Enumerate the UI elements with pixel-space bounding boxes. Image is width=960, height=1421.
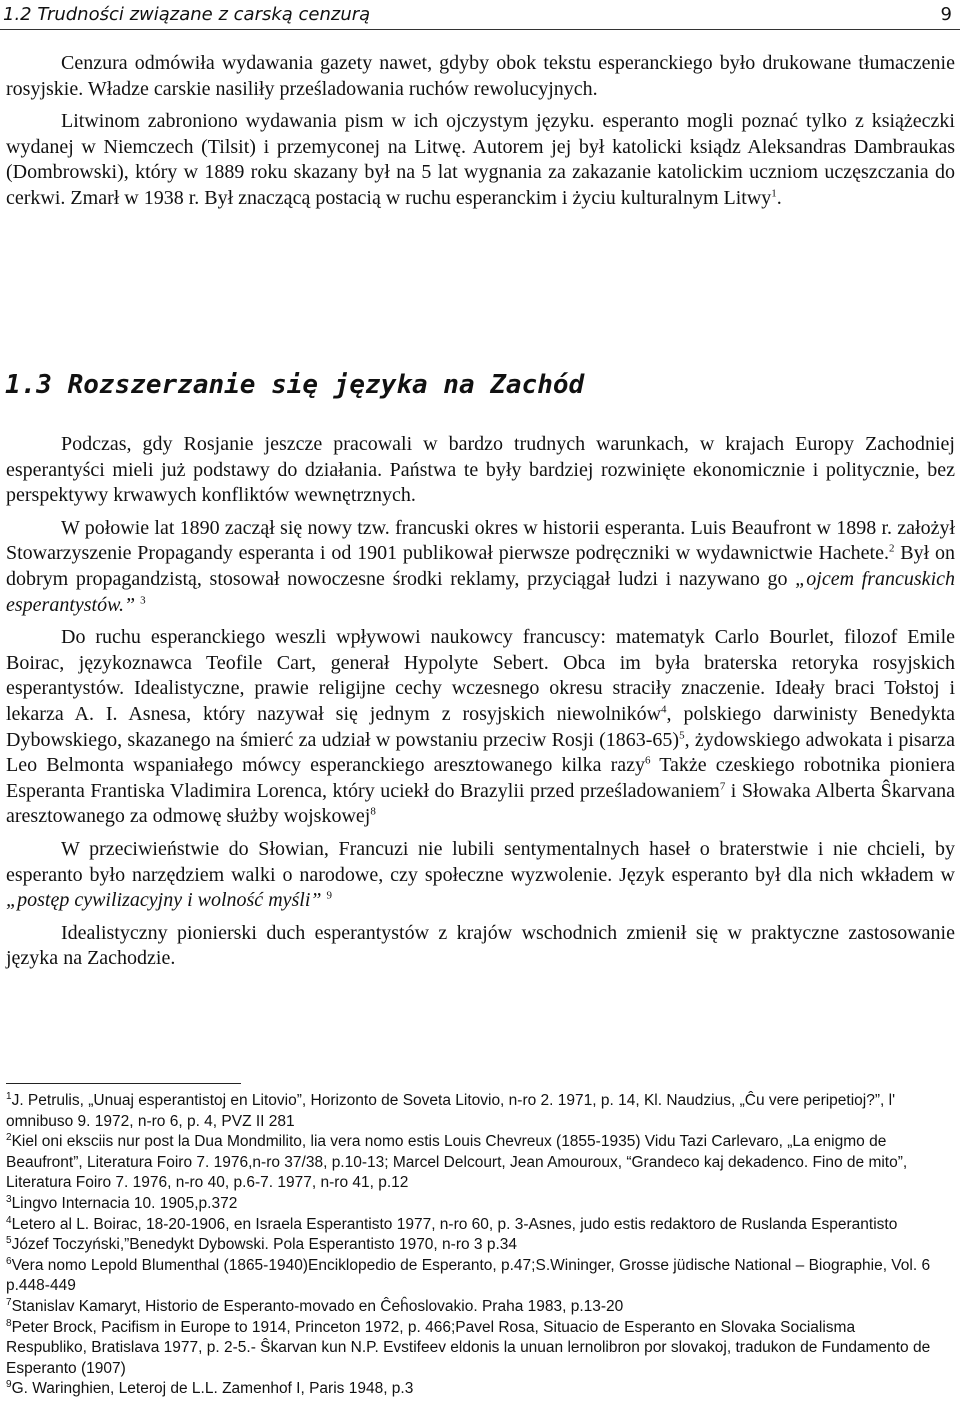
page-number: 9 (940, 4, 952, 25)
footnote (6, 1318, 940, 1380)
footnote-text: Kiel oni eksciis nur post la Dua Mondmilito, lia vera nomo estis Louis Chevreux (1855-1935) Vidu Tazi Carlevaro, „La enigmo de Beaufront”, Literatura Foiro 7. 1976,n-ro 37/38, p.10-13; Marcel Delcourt, Jean Amouroux, “Grandeco kaj dekadenco. Fino de mito”, Literatura Foiro 7. 1976, n-ro 40, p.6-7. 1977, n-ro 41, p.12 (6, 1133, 908, 1192)
footnote-number: 3 (6, 1193, 12, 1205)
footnote-number: 5 (6, 1235, 12, 1246)
footnote-number: 4 (6, 1214, 12, 1226)
paragraph-text: Cenzura odmówiła wydawania gazety nawet, gdyby obok tekstu esperanckiego było drukowane tłumaczenie rosyjskie. Władze carskie nasiliły prześladowania ruchów rewolucyjnych. (6, 52, 955, 100)
footnote-ref[interactable]: 5 (679, 728, 685, 741)
footnote-ref[interactable]: 9 (326, 889, 333, 902)
footnote-ref[interactable]: 4 (661, 703, 667, 716)
paragraph-text: Podczas, gdy Rosjanie jeszcze pracowali w bardzo trudnych warunkach, w krajach Europy Zachodniej esperantyści mieli już podstawy do działania. Państwa te były bardziej rozwinięte ekonomicznie i politycznie, bez perspektywy krwawych konfliktów wewnętrznych. (6, 433, 955, 507)
paragraph-text: i Słowaka Alberta Ŝkarvana aresztowanego za odmowę służby wojskowej (6, 779, 955, 828)
paragraph-text: Także czeskiego robotnika pioniera Esperanta Frantiska Vladimira Lorenca, który uciekł do Brazylii przed prześladowaniem (6, 754, 955, 802)
paragraph (6, 432, 955, 509)
paragraph-text: , polskiego darwinisty Benedykta Dybowskiego, skazanego na śmierć za udział w powstaniu przeciw Rosji (1863-65) (6, 702, 956, 751)
footnote-ref[interactable]: 8 (370, 805, 376, 818)
italic-quote: „ojcem francuskich esperantystów.” (6, 567, 955, 616)
paragraph-text: Litwinom zabroniono wydawania pism w ich ojczystym języku. esperanto mogli poznać tylko z książeczki wydanej w Niemczech (Tilsit) i przemyconej na Litwę. Autorem jej był katolicki ksiądz Aleksandras Dambraukas (Dombrowski), który w 1889 roku skazany był na 5 lat wygnania za zakazanie katolickim uczniom uczęszczania do cerkwi. Zmarł w 1938 r. Był znaczącą postacią w ruchu esperanckim i życiu kulturalnym Litwy (6, 110, 955, 209)
footnote (6, 1235, 940, 1256)
section-heading: 1.3 Rozszerzanie się języka na Zachód (5, 370, 585, 400)
footnote-text: Stanislav Kamaryt, Historio de Esperanto-movado en Ĉeĥoslovakio. Praha 1983, p.13-20 (11, 1297, 624, 1315)
footnote (6, 1091, 940, 1132)
paragraph-text: W połowie lat 1890 zaczął się nowy tzw. francuski okres w historii esperanta. Luis Beaufront w 1898 r. założył Stowarzyszenie Propagandy esperanta i od 1901 publikował pierwsze podręczniki w wydawnictwie Hachete. (6, 516, 955, 565)
header-rule (0, 29, 960, 30)
footnote-ref[interactable]: 3 (140, 593, 146, 606)
footnote (6, 1256, 940, 1297)
paragraph-text: . (776, 186, 782, 209)
footnote-number: 2 (6, 1132, 12, 1144)
footnote-number: 6 (6, 1255, 12, 1267)
footnote (6, 1215, 940, 1236)
footnote-text: Letero al L. Boirac, 18-20-1906, en Israela Esperantisto 1977, n-ro 60, p. 3-Asnes, judo estis redaktoro de Ruslanda Esperantisto (11, 1215, 898, 1233)
footnote-ref[interactable]: 7 (719, 780, 726, 793)
paragraph-text: Był on dobrym propagandzistą, stosował nowoczesne środki reklamy, przyciągał ludzi i nazywano go (6, 542, 955, 590)
paragraph (6, 51, 955, 102)
footnote-text: Vera nomo Lepold Blumenthal (1865-1940)Enciklopedio de Esperanto, p.47;S.Wininger, Grosse jüdische National – Biographie, Vol. 6 p.448-449 (6, 1256, 931, 1295)
footnote-number: 1 (6, 1090, 12, 1102)
paragraph (6, 921, 955, 972)
chapter-title: 1.2 Trudności związane z carską cenzurą (3, 4, 371, 25)
footnote (6, 1132, 940, 1194)
footnote (6, 1194, 940, 1215)
paragraph-text: Do ruchu esperanckiego weszli wpływowi naukowcy francuscy: matematyk Carlo Bourlet, filozof Emile Boirac, językoznawca Teofile Cart, generał Hypolyte Sebert. Obca im była braterska retoryka rosyjskich esperantystów. Idealistyczne, prawie religijne cechy wczesnego okresu straciły znaczenie. Ideały braci Tołstoj i lekarza A. I. Asnesa, który nazywał się jednym z rosyjskich niewolników (6, 626, 955, 725)
censorship-section-body (6, 51, 955, 212)
paragraph (6, 837, 955, 914)
paragraph-text: , żydowskiego adwokata i pisarza Leo Belmonta wspaniałego mówcy esperanckiego aresztowanego kilka razy (6, 728, 955, 777)
footnotes-list (6, 1091, 940, 1400)
footnote-ref[interactable]: 1 (771, 187, 777, 200)
footnote-number: 7 (6, 1296, 12, 1308)
footnote-text: G. Waringhien, Leteroj de L.L. Zamenhof I, Paris 1948, p.3 (11, 1380, 414, 1398)
footnote-separator (6, 1083, 241, 1084)
footnote-text: J. Petrulis, „Unuaj esperantistoj en Litovio”, Horizonto de Soveta Litovio, n-ro 2. 1971, p. 14, Kl. Naudzius, „Ĉu vere peripetioj?”, l' omnibuso 9. 1972, n-ro 6, p. 4, PVZ II 281 (6, 1092, 896, 1130)
running-header (0, 0, 960, 30)
italic-quote: „postęp cywilizacyjny i wolność myśli” (6, 889, 322, 912)
paragraph (6, 109, 955, 211)
paragraph (6, 625, 955, 830)
footnote-ref[interactable]: 2 (888, 542, 895, 555)
footnote-number: 8 (6, 1317, 12, 1329)
footnote (6, 1297, 940, 1318)
paragraph-text: Idealistyczny pionierski duch esperantystów z krajów wschodnich zmienił się w praktyczne zastosowanie języka na Zachodzie. (6, 921, 955, 970)
footnote-text: Lingvo Internacia 10. 1905,p.372 (11, 1194, 238, 1212)
paragraph (6, 516, 955, 618)
section-body (6, 432, 955, 972)
paragraph-text: W przeciwieństwie do Słowian, Francuzi nie lubili sentymentalnych haseł o braterstwie i nie chcieli, by esperanto było narzędziem walki o narodowe, czy społeczne wyzwolenie. Język esperanto był dla nich wkładem w (6, 837, 955, 886)
footnote-text: Józef Toczyński,”Benedykt Dybowski. Pola Esperantisto 1970, n-ro 3 p.34 (11, 1236, 518, 1254)
footnote (6, 1379, 940, 1400)
footnote-number: 9 (6, 1379, 12, 1391)
footnote-ref[interactable]: 6 (645, 754, 651, 767)
footnote-text: Peter Brock, Pacifism in Europe to 1914, Princeton 1972, p. 466;Pavel Rosa, Situacio de Esperanto en Slovaka Socialisma Respubliko, Bratislava 1977, p. 2-5.- Ŝkarvan kun N.P. Evstifeev eldonis la unuan lernolibron por slovakoj, tradukon de Fundamento de Esperanto (1907) (6, 1318, 931, 1377)
